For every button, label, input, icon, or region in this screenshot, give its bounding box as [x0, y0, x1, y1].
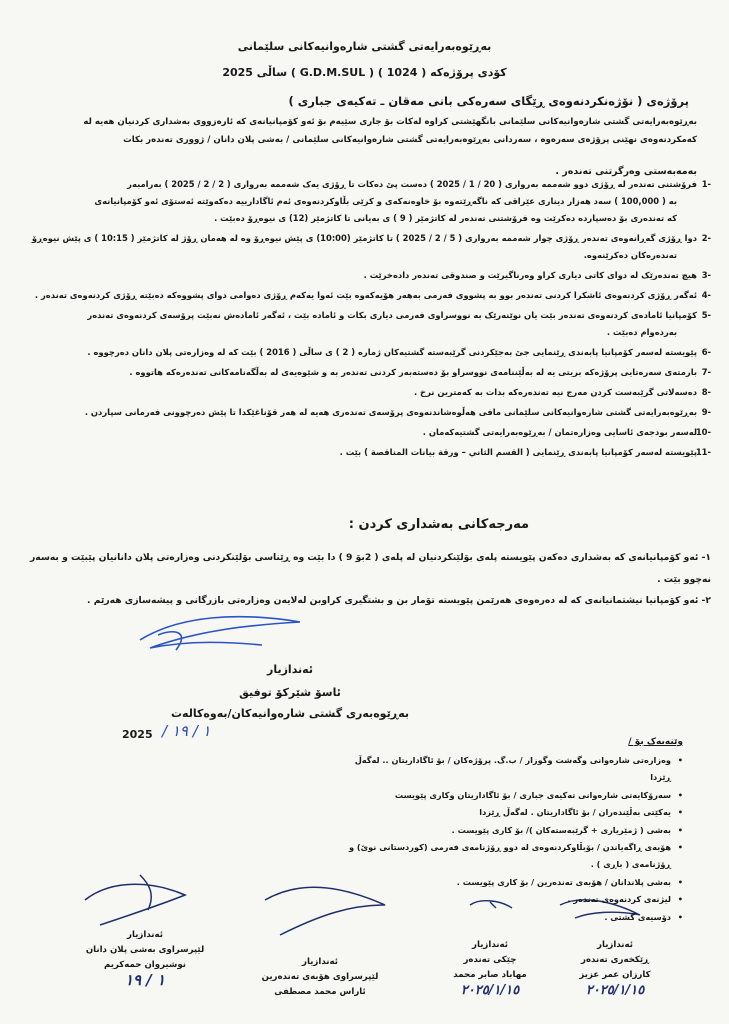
- signer-role: ئەندازیار: [267, 663, 313, 676]
- item-number: -7: [701, 367, 711, 377]
- conditions-title: مەرجەکانی بەشداری کردن :: [348, 517, 529, 532]
- intro-paragraph: بەڕێوەبەرایەتی گشتی شارەوانیەکانی سلێمانی بانگهێشتی کراوە لەکات بۆ جاری سێیەم بۆ ئەو کۆمپانیانەی کە ئارەزووی بەشداری کردنیان هەیە لە کەمکردنەوەی نهێنی پرۆژەی سەرەوە ، سەردانی بەڕێوەبەرایەتی گشتی شارەوانیەکانی سلێمانی / بەشی پلان دانان / ژووری تەندەر بکات: [83, 117, 697, 145]
- item-text: پێویستە لەسەر کۆمپانیا پابەندی ڕێنمایی جێ بەجێکردنی گرێبەستە گشتیەکان ژمارە ( 2 ) ی ساڵی ( 2016 ) بێت کە لە وەزارەتی پلان دانان دەرچووە .: [87, 347, 697, 357]
- list-item: [21, 287, 711, 304]
- item-number: -10: [695, 427, 711, 437]
- item-text: پێویستە لەسەر کۆمپانیا پابەندی ڕێنمایی ( القسم الثاني – ورقة بيانات المناقصة ) بێت .: [339, 447, 697, 457]
- signatory-title: ڕێکخەری تەندەر: [581, 955, 649, 965]
- signatory-block: [245, 955, 395, 1000]
- list-item: • هۆبەی ڕاگەیاندن / بۆبڵاوکردنەوەی لە دوو ڕۆژنامەی فەرمی (کوردستانی نوێ) و ڕۆژنامەی ( باڕی ) .: [343, 839, 683, 874]
- list-item: • بەشی پلاندانان / هۆبەی تەندەرین / بۆ کاری پێویست .: [343, 874, 683, 891]
- list-item: • بەشی ( ژمێریاری + گرێبەستەکان )/ بۆ کاری پێویست .: [343, 822, 683, 839]
- item-text: هیچ تەندەرێک لە دوای کاتی دیاری کراو وەرناگیرێت و صندوقی تەندەر دادەخرێت .: [363, 270, 697, 280]
- list-item: • سەرۆکایەتی شارەوانی تەکیەی جباری / بۆ ئاگاداریتان وکاری پێویست: [343, 787, 683, 804]
- item-text: بارمتەی سەرەتایی پرۆژەکە بریتی یە لە بەڵێننامەی نووسراو بۆ دەستەبەر کردنی تەندەر بە و شێوەیەی لە بەڵگەنامەکانی تەندەرەکە هاتووە .: [129, 367, 697, 377]
- item-number: -5: [701, 310, 711, 320]
- signatory-name: نوشیروان حمەکریم: [103, 960, 186, 970]
- list-item: [21, 267, 711, 284]
- signatory-block: [420, 938, 560, 998]
- list-item: [21, 176, 711, 227]
- item-number: -3: [701, 270, 711, 280]
- header-project-code: کۆدی پرۆژەکە ( 1024 ) ( G.D.M.SUL ) ساڵی 2025: [222, 66, 507, 79]
- signatory-date: ١ / ١٩: [124, 971, 166, 989]
- item-text: لەسەر بودجەی ئاسایی وەزارەتمان / بەڕێوەبەرایەتی گشتیەکەمان .: [422, 427, 697, 437]
- list-item: • دۆسیەی گشتی .: [343, 909, 683, 926]
- item-number: -9: [701, 407, 711, 417]
- header-directorate: بەڕێوەبەرایەتی گشتی شارەوانیەکانی سلێمانی: [237, 40, 492, 53]
- item-text: ئەگەر ڕۆژی کردنەوەی ئاشکرا کردنی تەندەر بوو بە پشووی فەرمی بەهەر هۆیەکەوە بێت ئەوا یەکەم ڕۆژی دەوامی دوای پشووەکە دەبێتە ڕۆژی کردنەوەی تەندەر .: [34, 290, 697, 300]
- signatory-date: ٢٠٢٥/١/١٥: [460, 983, 520, 998]
- list-item: • یەکێتی بەڵێندەران / بۆ ئاگاداریتان . لەگەڵ ڕێزدا: [343, 804, 683, 821]
- item-number: -11: [695, 447, 711, 457]
- signatory-title: چێکی تەندەر: [463, 955, 517, 965]
- list-item: [21, 384, 711, 401]
- signatory-name: کارزان عمر عزیز: [579, 970, 651, 980]
- item-text: دوا ڕۆژی گەڕانەوەی تەندەر ڕۆژی چوار شەممە بەرواری ( 5 / 2 / 2025 ) تا کاتژمێر (10:00) ی پێش نیوەڕۆ وە لە هەمان ڕۆژ لە کاتژمێر ( 10:15 ) ی پێش نیوەڕۆ: [31, 233, 697, 243]
- handwritten-date: / ١ / ١٩: [162, 722, 211, 740]
- signatory-block: [70, 928, 220, 988]
- item-number: -1: [701, 179, 711, 189]
- item-subline: بە ( 100,000 ) سەد هەزار دیناری عێراقی کە ناگەڕێتەوە بۆ خاوەنەکەی و کرێی بڵاوکردنەوەی ئەم ئاگادارییە دەکەوێتە ئەستۆی ئەو کۆمپانیانەی: [94, 196, 677, 206]
- item-number: -4: [701, 290, 711, 300]
- item-subline: بەردەوام دەبێت .: [606, 327, 677, 337]
- signatory-date: ٢٠٢٥/١/١٥: [585, 983, 645, 998]
- item-subline: کە تەندەری بۆ دەسپاردە دەکرێت وە فرۆشتنی تەندەر لە کاتژمێر ( 9 ) ی بەیانی تا کاتژمێر (12) ی نیوەڕۆ دەبێت .: [214, 213, 677, 223]
- list-item: [21, 404, 711, 421]
- item-text: دەسەلاتی گرێبەست کردن مەرج نیە تەندەرەکە بدات بە کەمترین نرخ .: [413, 387, 697, 397]
- signatory-name: ئاراس محمد مصطفی: [274, 987, 366, 997]
- tender-items-list: [21, 176, 711, 464]
- signer-name: ئاسۆ شێرکۆ توفیق: [239, 686, 341, 699]
- item-number: -8: [701, 387, 711, 397]
- list-item: • وەزارەتی شارەوانی وگەشت وگوزار / ب.گ. پرۆژەکان / بۆ ئاگاداریتان .. لەگەڵ ڕێزدا: [343, 752, 683, 787]
- signature-year: 2025: [122, 728, 153, 741]
- item-number: -2: [701, 233, 711, 243]
- condition-2: ٢- ئەو کۆمپانیا نیشتمانیانەی کە لە دەرەوەی هەرێمن پێویستە تۆمار بن و بشتگیری کراوبن لەلایەن وەزارەتی بازرگانی و پیشەسازی هەرێم .: [87, 595, 711, 606]
- cc-list: [343, 752, 683, 926]
- item-text: کۆمپانیا ئامادەی کردنەوەی تەندەر بێت یان نوێنەرێک بە نووسراوی فەرمی دیاری بکات و ئامادە بێت ، ئەگەر ئامادەش نەبێت پرۆسەی کردنەوەی تەندەر: [87, 310, 697, 320]
- list-item: [21, 230, 711, 264]
- condition-1: ١- ئەو کۆمپانیانەی کە بەشداری دەکەن پێویستە پلەی بۆلێنکردنیان لە پلەی ( 2بۆ 9 ) دا بێت وە ڕێناسی بۆلێنکردنی وەزارەتی پلان دانانیان پێبێت و بەسەر نەچوو بێت .: [29, 552, 711, 585]
- item-number: -6: [701, 347, 711, 357]
- signatory-block: [540, 938, 690, 998]
- signatory-role: ئەندازیار: [127, 930, 163, 940]
- list-item: [21, 364, 711, 381]
- signature-4: [85, 875, 185, 925]
- list-item: [21, 444, 711, 461]
- intro-paragraph-end: بەمەبەستی وەرگرتنی تەندەر .: [555, 166, 697, 177]
- signatory-title: لێپرسراوی بەشی پلان دانان: [85, 945, 205, 955]
- signatory-role: ئەندازیار: [302, 957, 338, 967]
- signatory-name: مهاباد صابر محمد: [453, 970, 527, 980]
- list-item: [21, 424, 711, 441]
- item-text: بەڕێوەبەرایەتی گشتی شارەوانیەکانی سلێمانی مافی هەڵوەشاندنەوەی پرۆسەی تەندەری هەیە لە هەر قۆناغێکدا تا پێش دەرچوونی فەرمانی سپاردن .: [84, 407, 697, 417]
- signatory-role: ئەندازیار: [472, 940, 508, 950]
- cc-title: وێنەیەک بۆ /: [628, 737, 683, 747]
- signer-position: بەڕێوەبەری گشتی شارەوانیەکان/بەوەکالەت: [170, 707, 410, 720]
- list-item: • لیژنەی کردنەوەی تەندەر .: [343, 891, 683, 908]
- project-title: پرۆژەی ( نۆژەنکردنەوەی ڕێگای سەرەکی بانی مەقان ـ تەکیەی جباری ): [288, 94, 689, 108]
- item-text: فرۆشتنی تەندەر لە ڕۆژی دوو شەممە بەرواری ( 20 / 1 / 2025 ) دەست پێ دەکات تا ڕۆژی یەک شەممە بەرواری ( 2 / 2 / 2025 ) بەرامبەر: [127, 179, 697, 189]
- signatory-title: لێپرسراوی هۆبەی تەندەرین: [261, 972, 379, 982]
- item-subline: تەندەرەکان دەکرێنەوە.: [583, 250, 677, 260]
- main-signature: [140, 617, 300, 650]
- list-item: [21, 307, 711, 341]
- signatory-role: ئەندازیار: [597, 940, 633, 950]
- list-item: [21, 344, 711, 361]
